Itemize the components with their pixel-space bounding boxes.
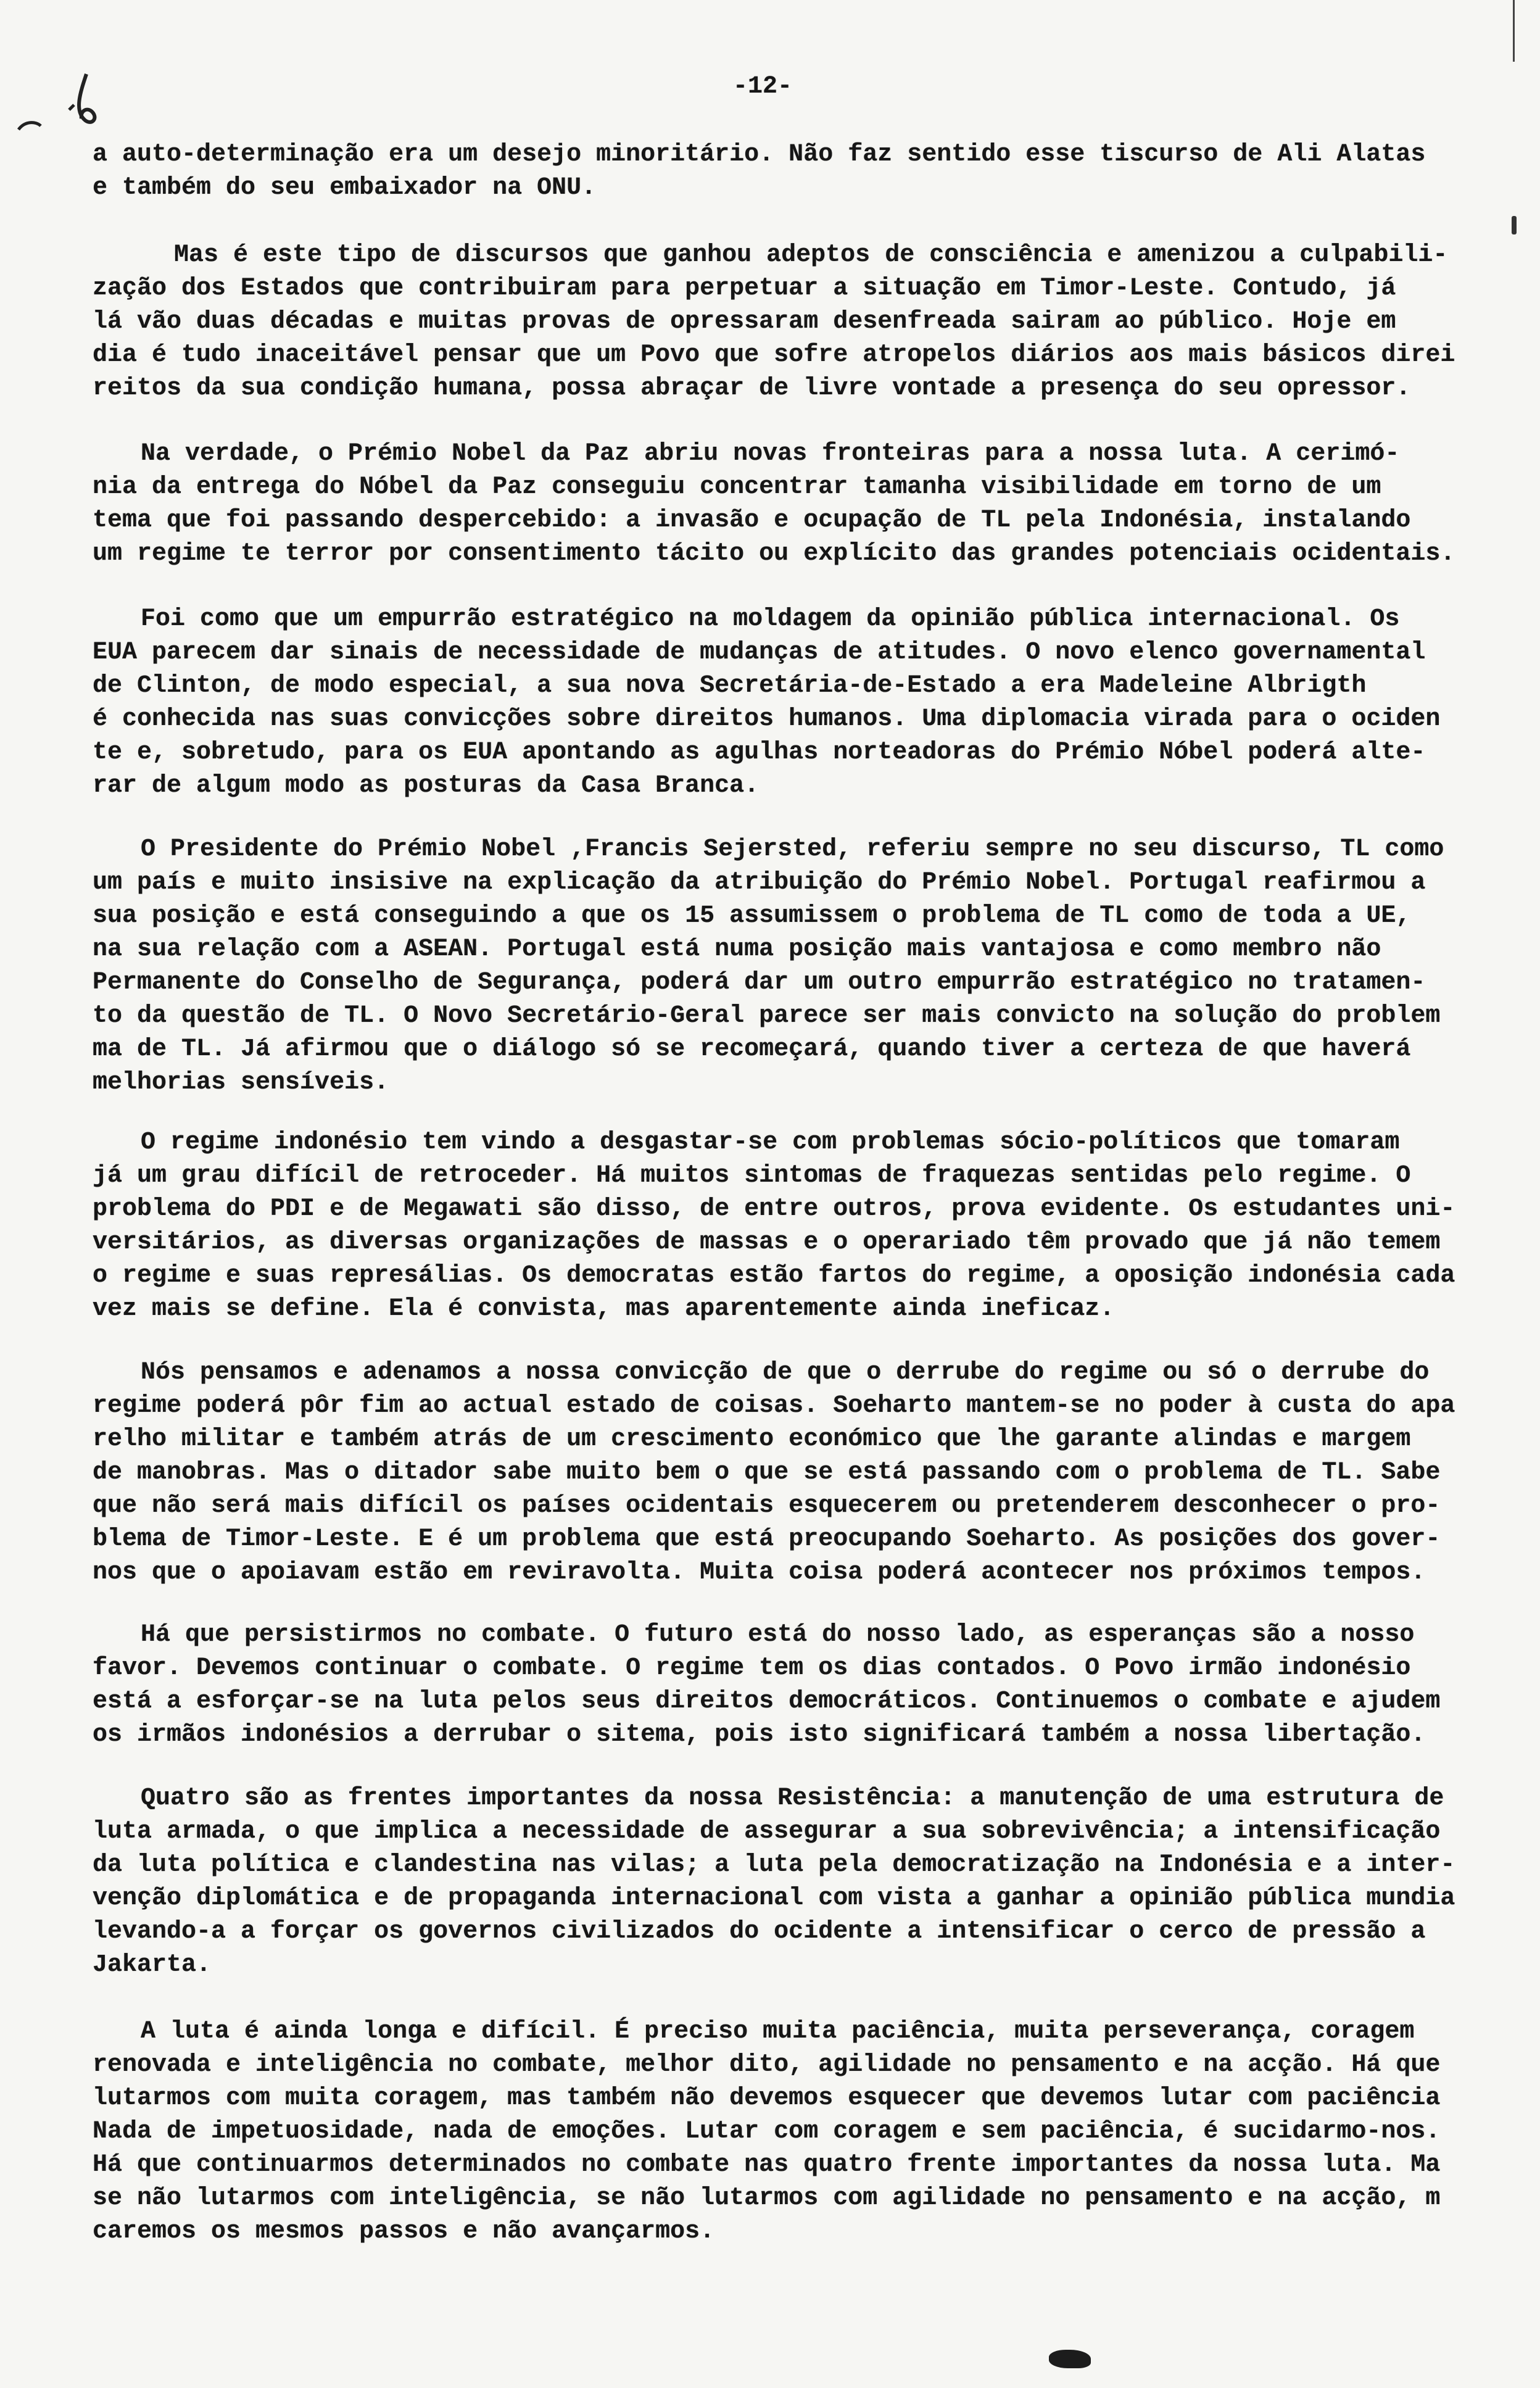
text-line: reitos da sua condição humana, possa abraçar de livre vontade a presença do seu opressor. — [93, 375, 1411, 402]
text-line: que não será mais difícil os países ocidentais esquecerem ou pretenderem desconhecer o pro- — [93, 1492, 1441, 1520]
text-line: Permanente do Conselho de Segurança, poderá dar um outro empurrão estratégico no tratamen- — [93, 969, 1426, 997]
text-line: melhorias sensíveis. — [93, 1069, 389, 1097]
text-line: Há que continuarmos determinados no combate nas quatro frente importantes da nossa luta. Ma — [93, 2151, 1441, 2179]
text-line: lutarmos com muita coragem, mas também não devemos esquecer que devemos lutar com paciência — [93, 2084, 1441, 2112]
text-line: de Clinton, de modo especial, a sua nova Secretária-de-Estado a era Madeleine Albrigth — [93, 672, 1367, 700]
text-line: Nós pensamos e adenamos a nossa convicção de que o derrube do regime ou só o derrube do — [141, 1359, 1430, 1387]
ink-blot — [1049, 2350, 1091, 2368]
text-line: Mas é este tipo de discursos que ganhou adeptos de consciência e amenizou a culpabili- — [174, 241, 1448, 269]
text-line: problema do PDI e de Megawati são disso, de entre outros, prova evidente. Os estudantes uni- — [93, 1195, 1455, 1223]
text-line: lá vão duas décadas e muitas provas de opressaram desenfreada sairam ao público. Hoje em — [93, 308, 1396, 336]
text-line: a auto-determinação era um desejo minoritário. Não faz sentido esse tiscurso de Ali Alatas — [93, 141, 1426, 168]
text-line: O Presidente do Prémio Nobel ,Francis Sejersted, referiu sempre no seu discurso, TL como — [141, 835, 1444, 863]
text-line: regime poderá pôr fim ao actual estado de coisas. Soeharto mantem-se no poder à custa do apa — [93, 1392, 1455, 1420]
text-line: tema que foi passando despercebido: a invasão e ocupação de TL pela Indonésia, instalando — [93, 507, 1411, 534]
text-line: Foi como que um empurrão estratégico na moldagem da opinião pública internacional. Os — [141, 605, 1400, 633]
text-line: relho militar e também atrás de um crescimento económico que lhe garante alindas e margem — [93, 1425, 1411, 1453]
text-line: to da questão de TL. O Novo Secretário-Geral parece ser mais convicto na solução do problem — [93, 1002, 1441, 1030]
text-line: rar de algum modo as posturas da Casa Branca. — [93, 772, 760, 800]
paragraph — [93, 1619, 1512, 1752]
text-line: é conhecida nas suas convicções sobre direitos humanos. Uma diplomacia virada para o ociden — [93, 705, 1441, 733]
paragraph — [93, 1356, 1512, 1590]
paragraph — [93, 1126, 1512, 1326]
text-line: um país e muito insisive na explicação da atribuição do Prémio Nobel. Portugal reafirmou a — [93, 869, 1426, 897]
text-line: renovada e inteligência no combate, melhor dito, agilidade no pensamento e na acção. Há que — [93, 2051, 1441, 2079]
text-line: luta armada, o que implica a necessidade de assegurar a sua sobrevivência; a intensificação — [93, 1818, 1441, 1846]
paragraph — [93, 437, 1512, 571]
text-line: já um grau difícil de retroceder. Há muitos sintomas de fraquezas sentidas pelo regime. O — [93, 1162, 1411, 1190]
text-line: o regime e suas represálias. Os democratas estão fartos do regime, a oposição indonésia cada — [93, 1262, 1455, 1290]
text-line: O regime indonésio tem vindo a desgastar-se com problemas sócio-políticos que tomaram — [141, 1129, 1400, 1156]
text-line: zação dos Estados que contribuiram para perpetuar a situação em Timor-Leste. Contudo, já — [93, 275, 1396, 302]
text-line: Na verdade, o Prémio Nobel da Paz abriu novas fronteiras para a nossa luta. A cerimó- — [141, 440, 1400, 468]
text-line: se não lutarmos com inteligência, se não lutarmos com agilidade no pensamento e na acção, m — [93, 2184, 1441, 2212]
text-line: da luta política e clandestina nas vilas; a luta pela democratização na Indonésia e a inter- — [93, 1851, 1455, 1879]
text-line: na sua relação com a ASEAN. Portugal está numa posição mais vantajosa e como membro não — [93, 935, 1381, 963]
text-line: vez mais se define. Ela é convista, mas aparentemente ainda ineficaz. — [93, 1295, 1115, 1323]
text-line: os irmãos indonésios a derrubar o sitema, pois isto significará também a nossa libertação. — [93, 1721, 1426, 1749]
text-line: dia é tudo inaceitável pensar que um Povo que sofre atropelos diários aos mais básicos direi — [93, 341, 1455, 369]
text-line: nia da entrega do Nóbel da Paz conseguiu concentrar tamanha visibilidade em torno de um — [93, 473, 1381, 501]
text-line: EUA parecem dar sinais de necessidade de mudanças de atitudes. O novo elenco governamental — [93, 639, 1426, 666]
paragraph — [93, 603, 1512, 803]
text-line: nos que o apoiavam estão em reviravolta. Muita coisa poderá acontecer nos próximos tempos. — [93, 1559, 1426, 1586]
text-line: de manobras. Mas o ditador sabe muito bem o que se está passando com o problema de TL. Sabe — [93, 1459, 1441, 1486]
text-line: está a esforçar-se na luta pelos seus direitos democráticos. Continuemos o combate e ajudem — [93, 1688, 1441, 1715]
text-line: A luta é ainda longa e difícil. É preciso muita paciência, muita perseverança, coragem — [141, 2018, 1415, 2046]
text-line: Quatro são as frentes importantes da nossa Resistência: a manutenção de uma estrutura de — [141, 1785, 1444, 1812]
paragraph — [93, 2015, 1512, 2249]
text-line: versitários, as diversas organizações de massas e o operariado têm provado que já não temem — [93, 1229, 1441, 1256]
text-line: um regime te terror por consentimento tácito ou explícito das grandes potenciais ocidentais. — [93, 540, 1455, 568]
text-line: levando-a a forçar os governos civilizados do ocidente a intensificar o cerco de pressão a — [93, 1918, 1426, 1946]
page-number: -12- — [733, 73, 793, 101]
paragraph — [93, 138, 1512, 205]
text-line: favor. Devemos continuar o combate. O regime tem os dias contados. O Povo irmão indonésio — [93, 1654, 1411, 1682]
text-line: ma de TL. Já afirmou que o diálogo só se recomeçará, quando tiver a certeza de que haverá — [93, 1035, 1411, 1063]
text-line: caremos os mesmos passos e não avançarmos. — [93, 2218, 715, 2245]
paragraph — [93, 833, 1512, 1100]
text-line: venção diplomática e de propaganda internacional com vista a ganhar a opinião pública mundia — [93, 1884, 1455, 1912]
paragraph — [93, 239, 1512, 405]
text-line: blema de Timor-Leste. E é um problema que está preocupando Soeharto. As posições dos gover- — [93, 1525, 1441, 1553]
text-line: Há que persistirmos no combate. O futuro está do nosso lado, as esperanças são a nosso — [141, 1621, 1415, 1649]
scan-edge-line — [1513, 0, 1515, 62]
text-line: Jakarta. — [93, 1951, 212, 1979]
text-line: sua posição e está conseguindo a que os 15 assumissem o problema de TL como de toda a UE, — [93, 902, 1411, 930]
text-line: te e, sobretudo, para os EUA apontando as agulhas norteadoras do Prémio Nóbel poderá alte- — [93, 739, 1426, 766]
scan-edge-mark — [1512, 216, 1517, 234]
paragraph — [93, 1782, 1512, 1982]
text-line: Nada de impetuosidade, nada de emoções. Lutar com coragem e sem paciência, é sucidarmo-nos. — [93, 2118, 1441, 2145]
text-line: e também do seu embaixador na ONU. — [93, 174, 597, 202]
